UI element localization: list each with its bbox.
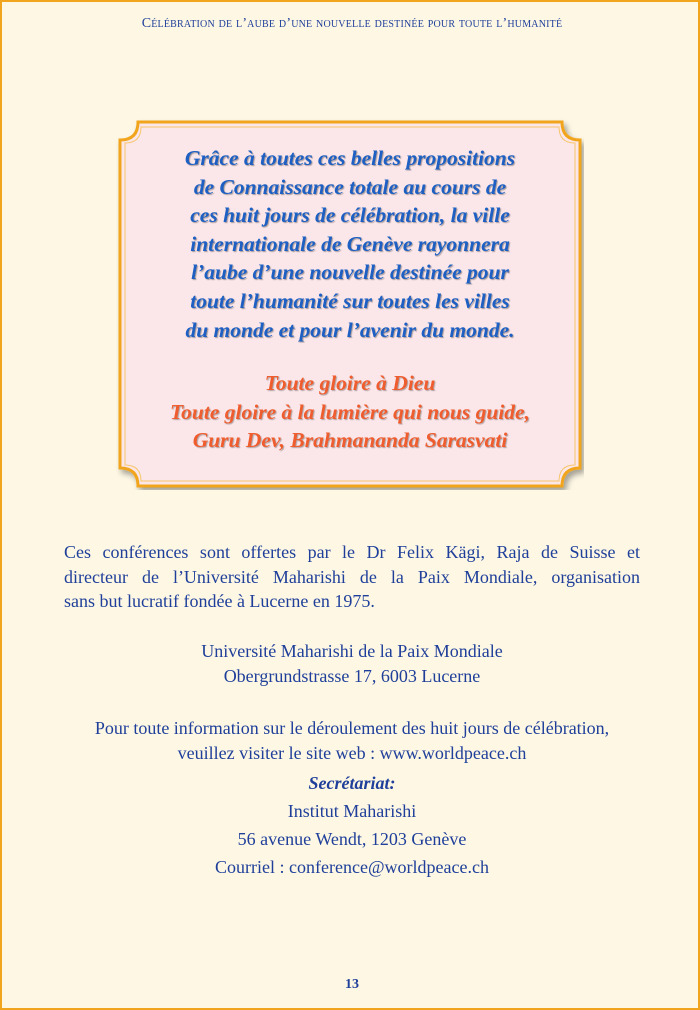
quote-line: de Connaissance totale au cours de (193, 174, 507, 199)
intro-line: Ces conférences sont offertes par le Dr Felix Kägi, Raja de Suisse et (64, 542, 640, 562)
quote-line: toute l’humanité sur toutes les villes (190, 288, 510, 313)
running-header: Célébration de l’aube d’une nouvelle destinée pour toute l’humanité (141, 16, 563, 31)
quote-line: l’aube d’une nouvelle destinée pour (191, 260, 509, 285)
secretariat-heading: Secrétariat: (308, 773, 396, 793)
info-line: Pour toute information sur le déroulement des huit jours de célébration, (94, 718, 610, 738)
quote-line: internationale de Genève rayonnera (190, 231, 510, 256)
institute-name: Institut Maharishi (287, 801, 417, 821)
glory-text (116, 369, 584, 455)
intro-paragraph (64, 540, 640, 614)
secretariat-block (64, 773, 640, 881)
glory-line: Toute gloire à Dieu (264, 371, 436, 395)
intro-line: directeur de l’Université Maharishi de la Paix Mondiale, organisation (64, 566, 640, 587)
page-number: 13 (345, 977, 359, 992)
university-street: Obergrundstrasse 17, 6003 Lucerne (223, 665, 481, 686)
university-name: Université Maharishi de la Paix Mondiale (201, 641, 503, 661)
info-paragraph (64, 716, 640, 765)
intro-line: sans but lucratif fondée à Lucerne en 1975. (64, 591, 375, 611)
quote-frame (116, 118, 584, 490)
website-line: veuillez visiter le site web : www.worldpeace.ch (177, 742, 527, 763)
quote-line: ces huit jours de célébration, la ville (190, 203, 510, 228)
quote-line: Grâce à toutes ces belles propositions (184, 146, 516, 170)
quote-line: du monde et pour l’avenir du monde. (185, 317, 515, 342)
quote-text (116, 144, 584, 344)
university-address (64, 639, 640, 688)
glory-line: Guru Dev, Brahmananda Sarasvati (192, 428, 508, 453)
glory-line: Toute gloire à la lumière qui nous guide, (170, 399, 530, 424)
institute-address: 56 avenue Wendt, 1203 Genève (237, 829, 467, 849)
contact-email: Courriel : conference@worldpeace.ch (215, 857, 489, 877)
